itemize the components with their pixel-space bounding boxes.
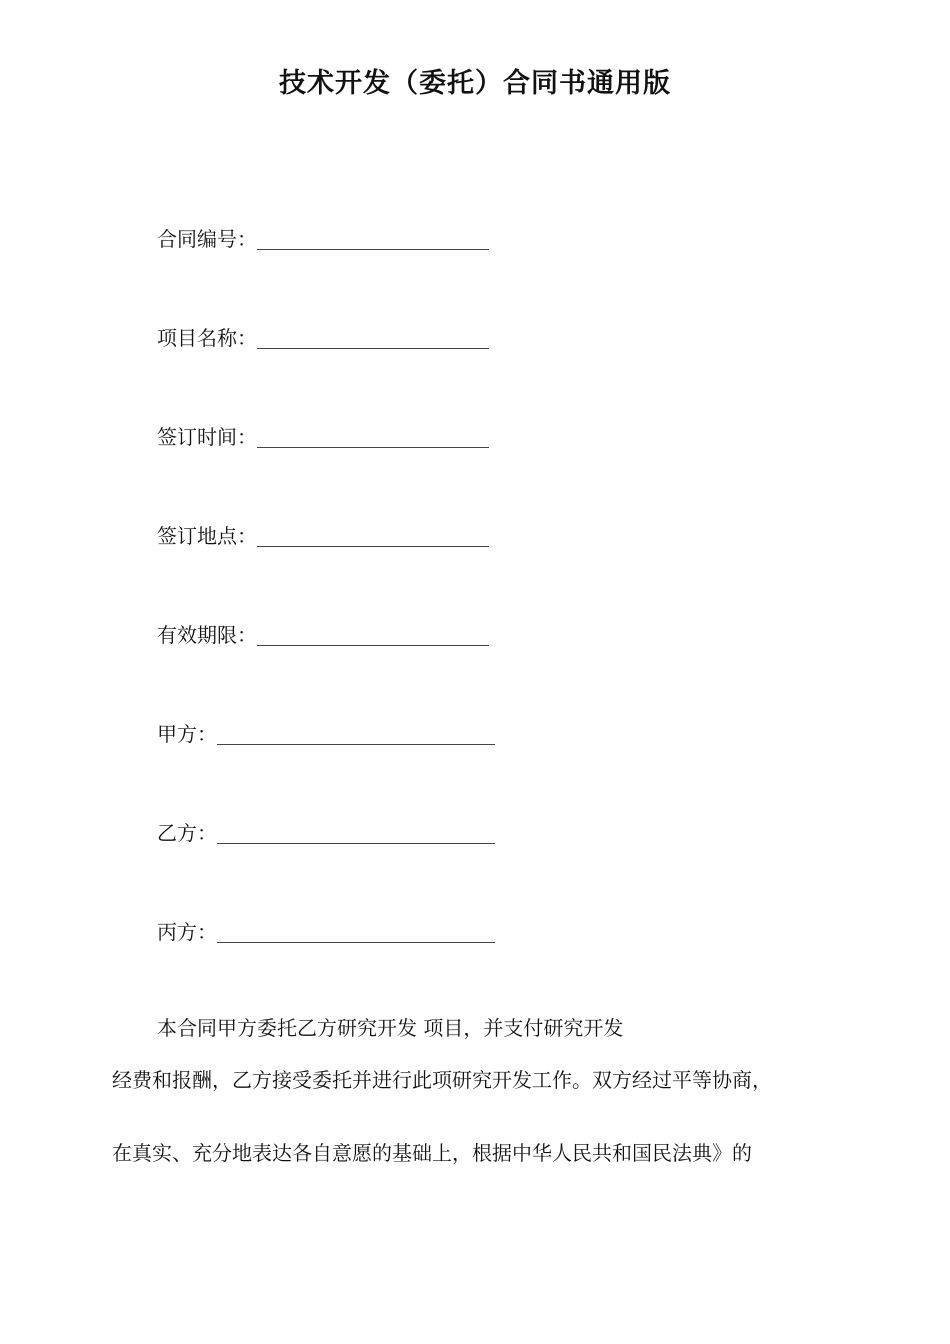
field-label: 丙方： [157,920,217,944]
blank-line [217,743,495,745]
body-paragraph: 本合同甲方委托乙方研究开发 项目，并支付研究开发 [157,1016,624,1040]
signing-date-field [157,416,489,450]
blank-line [217,941,495,943]
blank-line [257,347,489,349]
party-a-field [157,713,495,747]
signing-place-field [157,515,489,549]
field-label: 签订时间： [157,425,257,449]
validity-period-field [157,614,489,648]
body-paragraph: 经费和报酬，乙方接受委托并进行此项研究开发工作。双方经过平等协商， [112,1068,772,1092]
field-label: 有效期限： [157,623,257,647]
blank-line [257,446,489,448]
field-label: 项目名称： [157,326,257,350]
party-b-field [157,812,495,846]
field-label: 乙方： [157,821,217,845]
blank-line [257,545,489,547]
party-c-field [157,911,495,945]
body-paragraph: 在真实、充分地表达各自意愿的基础上，根据中华人民共和国民法典》的 [112,1141,752,1165]
project-name-field [157,317,489,351]
blank-line [217,842,495,844]
page-title: 技术开发（委托）合同书通用版 [279,68,671,99]
blank-line [257,248,489,250]
field-label: 合同编号： [157,227,257,251]
contract-number-field [157,218,489,252]
field-label: 甲方： [157,722,217,746]
blank-line [257,644,489,646]
field-label: 签订地点： [157,524,257,548]
